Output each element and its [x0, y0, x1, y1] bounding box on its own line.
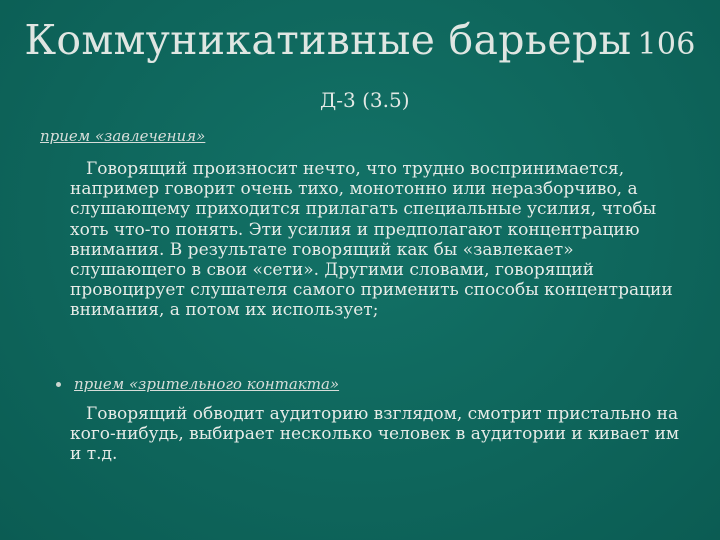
slide-title-text: Коммуникативные барьеры	[24, 16, 632, 64]
section-text-eye-contact: Говорящий обводит аудиторию взглядом, смотрит пристально на кого-нибудь, выбирает несколько человек в аудитории и кивает им и т.д.	[70, 404, 680, 465]
slide-title	[0, 10, 720, 75]
section-heading-attraction: прием «завлечения»	[40, 127, 206, 145]
slide-subtitle: Д-3 (3.5)	[320, 88, 410, 112]
section-heading-eye-contact: прием «зрительного контакта»	[74, 375, 340, 393]
bullet-dot-icon	[56, 382, 61, 387]
section-text-attraction: Говорящий произносит нечто, что трудно воспринимается, например говорит очень тихо, монотонно или неразборчиво, а слушающему приходится прилагать специальные усилия, чтобы хоть что-то понять. Эти усилия и предполагают концентрацию внимания. В результате говорящий как бы «завлекает» слушающего в свои «сети». Другими словами, говорящий провоцирует слушателя самого применить способы концентрации внимания, а потом их использует;	[70, 159, 673, 321]
slide-number: 106	[637, 27, 696, 62]
